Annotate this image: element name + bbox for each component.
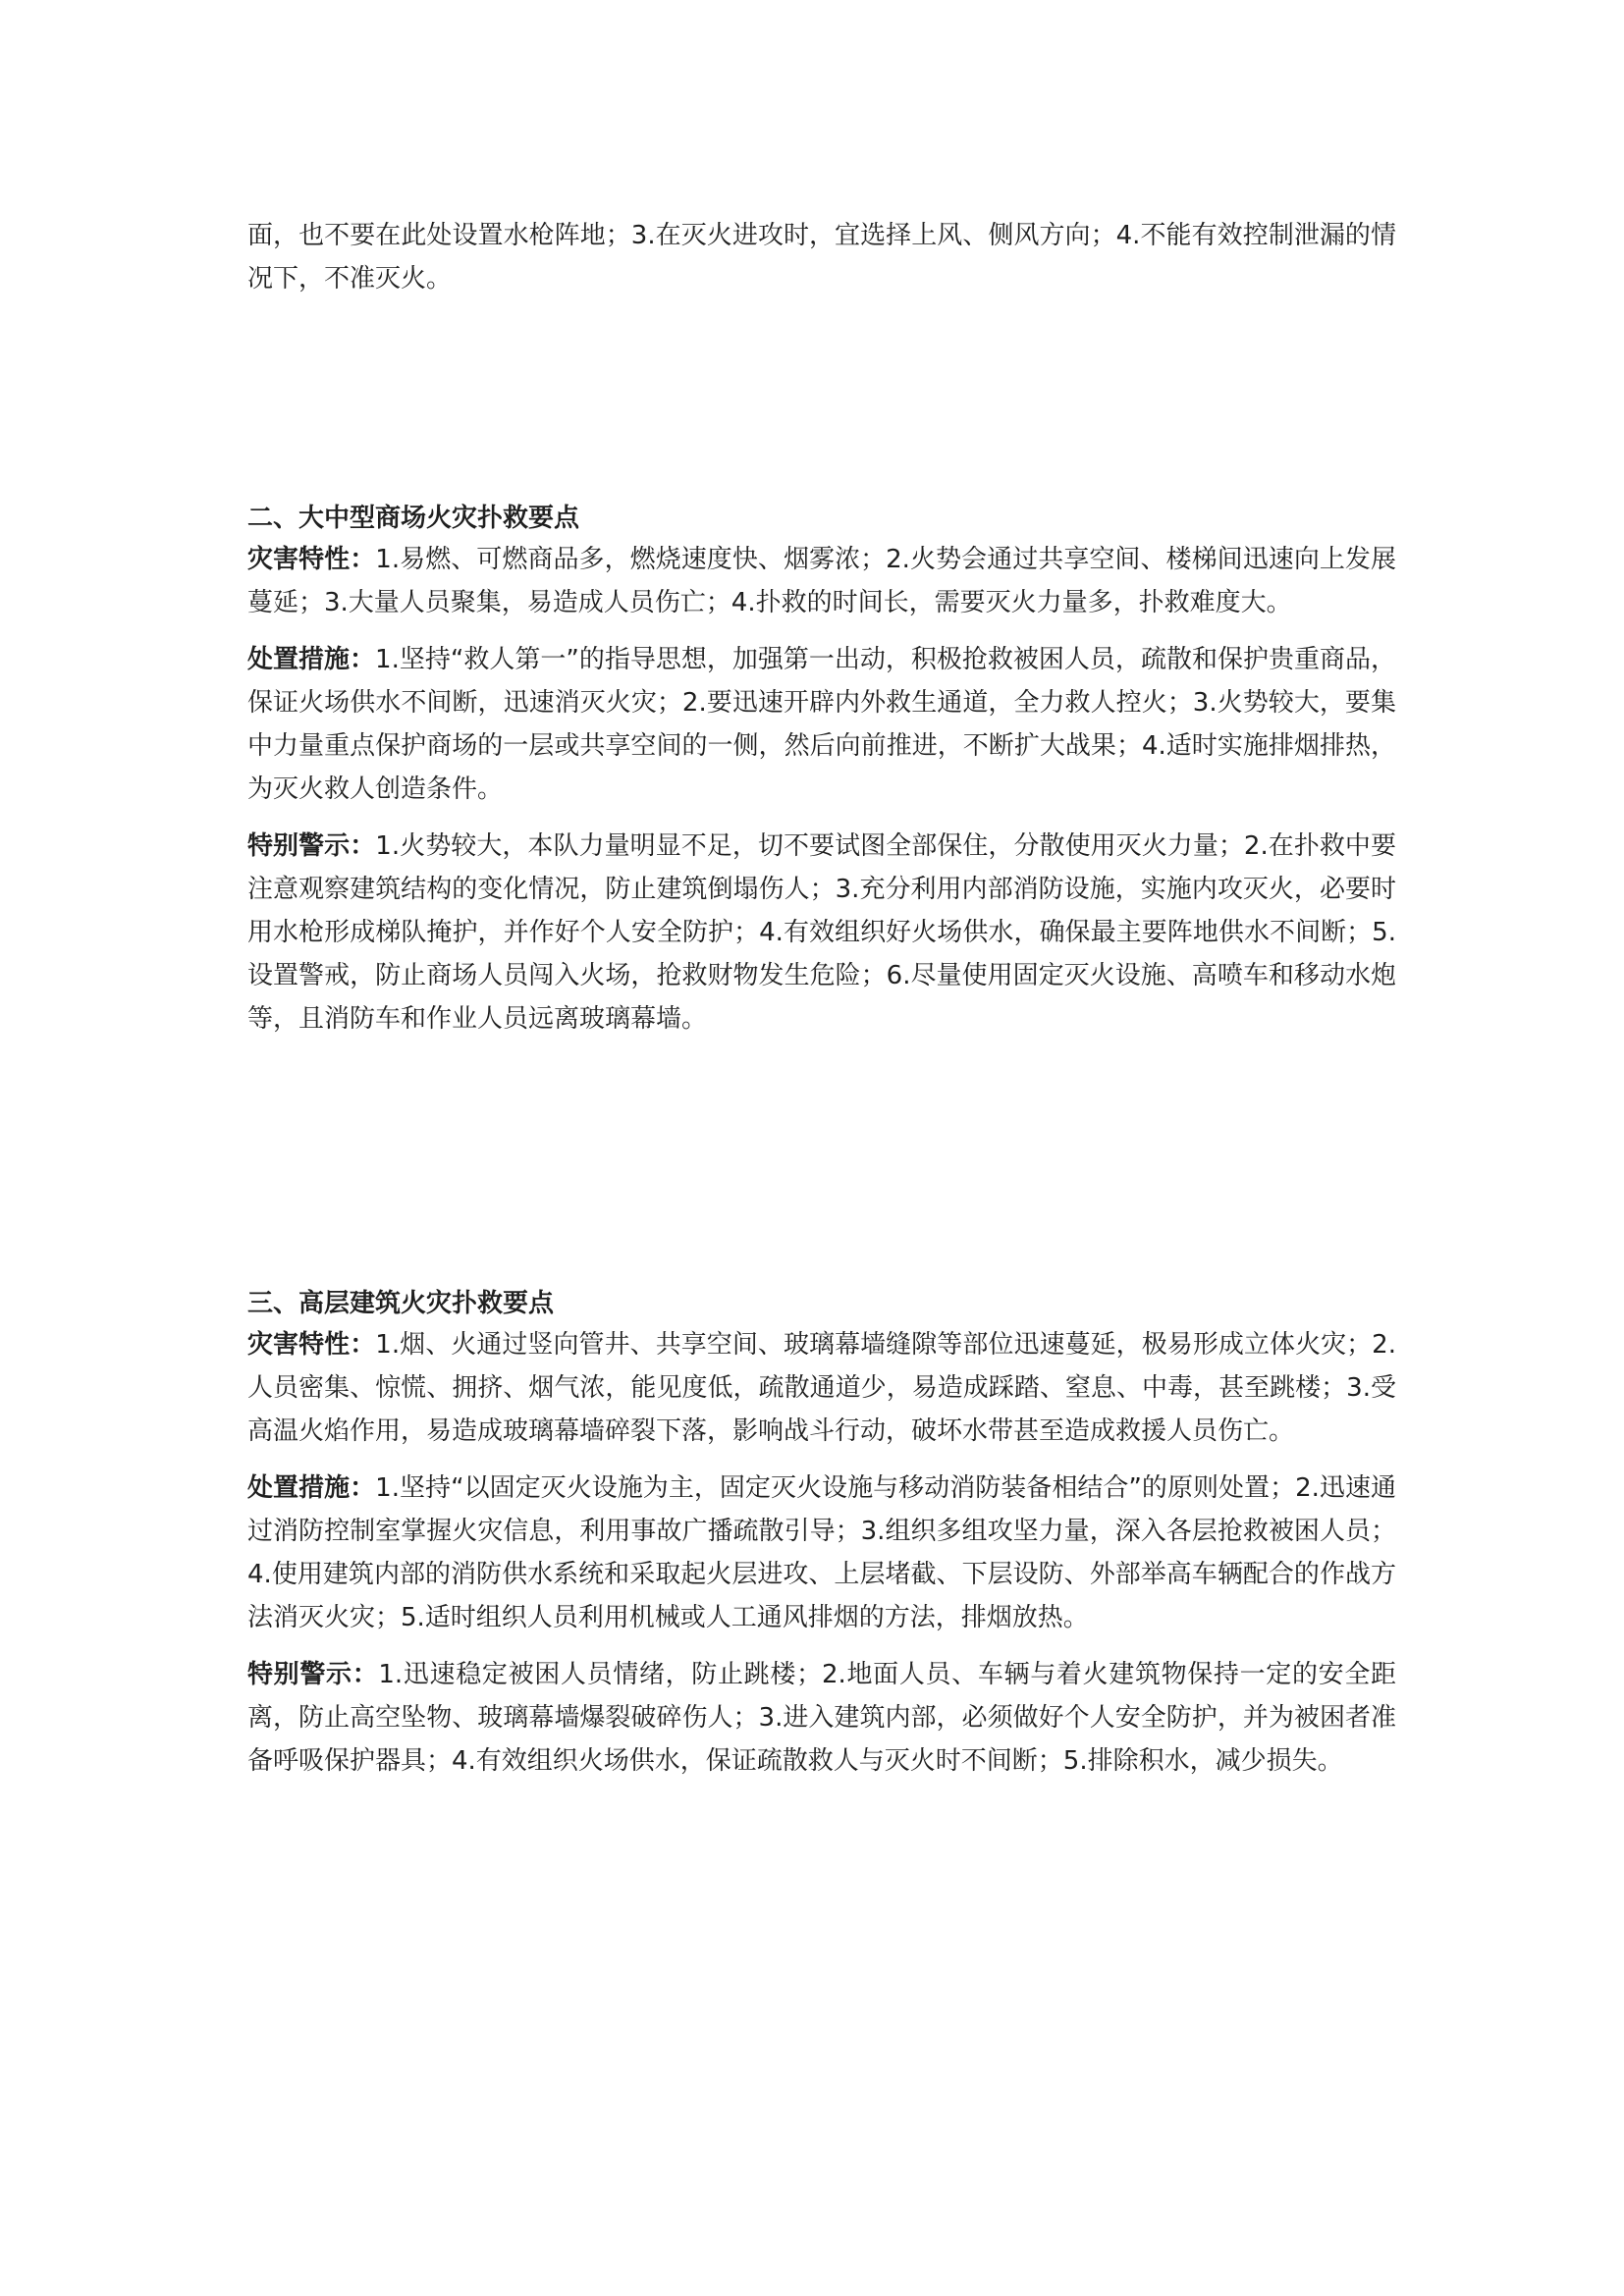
- warning-paragraph: [247, 825, 1396, 1041]
- measures-paragraph: [247, 1467, 1396, 1639]
- warning-paragraph: [247, 1653, 1396, 1783]
- hazard-paragraph: [247, 538, 1396, 624]
- section-heading: 三、高层建筑火灾扑救要点: [247, 1289, 555, 1318]
- warning-label: 特别警示：: [247, 1660, 379, 1689]
- measures-label: 处置措施：: [247, 645, 376, 674]
- warning-text: 1.迅速稳定被困人员情绪，防止跳楼；2.地面人员、车辆与着火建筑物保持一定的安全距离，防止高空坠物、玻璃幕墙爆裂破碎伤人；3.进入建筑内部，必须做好个人安全防护，并为被困者准备呼吸保护器具；4.有效组织火场供水，保证疏散救人与灭火时不间断；5.排除积水，减少损失。: [247, 1660, 1396, 1776]
- hazard-text: 1.烟、火通过竖向管井、共享空间、玻璃幕墙缝隙等部位迅速蔓延，极易形成立体火灾；2.人员密集、惊慌、拥挤、烟气浓，能见度低，疏散通道少，易造成踩踏、窒息、中毒，甚至跳楼；3.受高温火焰作用，易造成玻璃幕墙碎裂下落，影响战斗行动，破坏水带甚至造成救援人员伤亡。: [247, 1330, 1396, 1446]
- section-mall-fire: [247, 499, 1396, 1041]
- warning-text: 1.火势较大，本队力量明显不足，切不要试图全部保住，分散使用灭火力量；2.在扑救中要注意观察建筑结构的变化情况，防止建筑倒塌伤人；3.充分利用内部消防设施，实施内攻灭火，必要时用水枪形成梯队掩护，并作好个人安全防护；4.有效组织好火场供水，确保最主要阵地供水不间断；5.设置警戒，防止商场人员闯入火场，抢救财物发生危险；6.尽量使用固定灭火设施、高喷车和移动水炮等，且消防车和作业人员远离玻璃幕墙。: [247, 831, 1396, 1034]
- measures-label: 处置措施：: [247, 1473, 376, 1503]
- measures-text: 1.坚持“以固定灭火设施为主，固定灭火设施与移动消防装备相结合”的原则处置；2.迅速通过消防控制室掌握火灾信息，利用事故广播疏散引导；3.组织多组攻坚力量，深入各层抢救被困人员；4.使用建筑内部的消防供水系统和采取起火层进攻、上层堵截、下层设防、外部举高车辆配合的作战方法消灭火灾；5.适时组织人员利用机械或人工通风排烟的方法，排烟放热。: [247, 1473, 1396, 1632]
- section-highrise-fire: [247, 1284, 1396, 1783]
- hazard-label: 灾害特性：: [247, 1330, 376, 1360]
- warning-label: 特别警示：: [247, 831, 376, 861]
- hazard-label: 灾害特性：: [247, 545, 376, 574]
- measures-text: 1.坚持“救人第一”的指导思想，加强第一出动，积极抢救被困人员，疏散和保护贵重商品，保证火场供水不间断，迅速消灭火灾；2.要迅速开辟内外救生通道，全力救人控火；3.火势较大，要集中力量重点保护商场的一层或共享空间的一侧，然后向前推进，不断扩大战果；4.适时实施排烟排热，为灭火救人创造条件。: [247, 645, 1396, 804]
- hazard-text: 1.易燃、可燃商品多，燃烧速度快、烟雾浓；2.火势会通过共享空间、楼梯间迅速向上发展蔓延；3.大量人员聚集，易造成人员伤亡；4.扑救的时间长，需要灭火力量多，扑救难度大。: [247, 545, 1396, 617]
- hazard-paragraph: [247, 1323, 1396, 1453]
- intro-paragraph: 面，也不要在此处设置水枪阵地；3.在灭火进攻时，宜选择上风、侧风方向；4.不能有效控制泄漏的情况下，不准灭火。: [247, 221, 1396, 294]
- section-heading: 二、大中型商场火灾扑救要点: [247, 504, 580, 533]
- measures-paragraph: [247, 638, 1396, 811]
- intro-block: [247, 214, 1396, 300]
